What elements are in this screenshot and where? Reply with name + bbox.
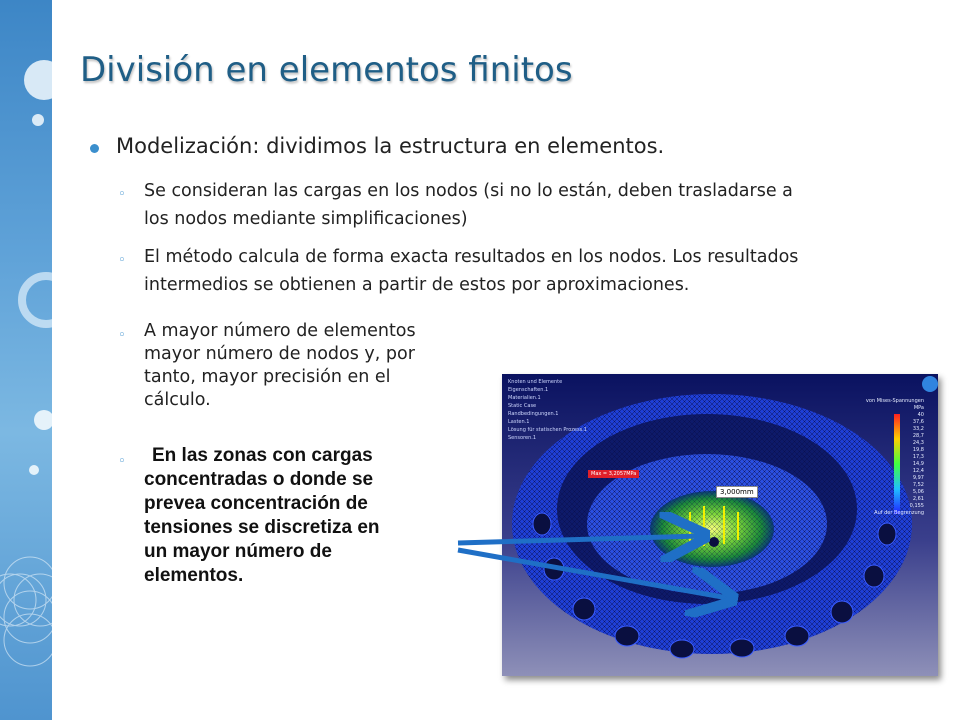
- legend-unit: MPa: [913, 405, 924, 411]
- fem-mesh-render: [502, 374, 938, 676]
- sub-item-line: Se consideran las cargas en los nodos (si no lo están, deben trasladarse a: [144, 181, 793, 201]
- tree-item: Static Case: [508, 403, 537, 409]
- legend-value: 28,7: [912, 433, 924, 439]
- dimension-label: 3,000mm: [716, 486, 758, 498]
- legend-value: 37,6: [912, 419, 924, 425]
- specification-tree: [508, 378, 587, 442]
- main-bullet-text: Modelización: dividimos la estructura en elementos.: [116, 134, 665, 158]
- legend-value: 14,9: [912, 461, 924, 467]
- legend-value: 17,3: [912, 454, 924, 460]
- legend-value: 2,61: [912, 496, 924, 502]
- bullet-dot-icon: [90, 144, 99, 153]
- sub-bullet-ring-icon: ◦: [118, 328, 126, 343]
- sub-item-line: tanto, mayor precisión en el: [144, 367, 391, 387]
- decorative-pattern-icon: [0, 0, 52, 720]
- sub-item-line: cálculo.: [144, 390, 211, 410]
- max-stress-label: Max = 3,2057MPa: [588, 470, 639, 478]
- stress-legend: [866, 398, 924, 517]
- slide-title: División en elementos finitos: [80, 50, 573, 90]
- sub-item-line: A mayor número de elementos: [144, 321, 416, 341]
- sub-bullet-ring-icon: ◦: [118, 253, 126, 268]
- tree-item: Sensoren.1: [508, 435, 537, 441]
- sub-item-line: prevea concentración de: [144, 493, 368, 514]
- sub-item-line: mayor número de nodos y, por: [144, 344, 415, 364]
- legend-value: 19,8: [912, 447, 924, 453]
- legend-title: von Mises-Spannungen: [865, 398, 924, 404]
- sub-item-line: concentradas o donde se: [144, 469, 374, 490]
- legend-value: 33,2: [912, 426, 924, 432]
- tree-item: Lasten.1: [508, 419, 530, 425]
- tree-item: Lösung für statischen Prozess.1: [508, 427, 587, 433]
- sub-item-line: intermedios se obtienen a partir de estos por aproximaciones.: [144, 275, 690, 295]
- legend-value: 0,155: [909, 503, 924, 509]
- tree-item: Randbedingungen.1: [508, 411, 559, 417]
- legend-value: 5,06: [912, 489, 924, 495]
- legend-footer: Auf der Begrenzung: [874, 510, 924, 516]
- legend-value: 24,3: [912, 440, 924, 446]
- tree-item: Knoten und Elemente: [508, 379, 563, 385]
- sub-item-line: El método calcula de forma exacta resultados en los nodos. Los resultados: [144, 247, 799, 267]
- sub-bullet-ring-icon: ◦: [118, 454, 126, 469]
- tree-item: Eigenschaften.1: [508, 387, 549, 393]
- legend-value: 7,52: [912, 482, 924, 488]
- sub-item-line: tensiones se discretiza en: [144, 517, 380, 538]
- sub-item-line: un mayor número de: [144, 541, 332, 562]
- sub-bullet-ring-icon: ◦: [118, 187, 126, 202]
- legend-value: 12,4: [912, 468, 924, 474]
- sub-item-line: elementos.: [144, 565, 244, 586]
- decorative-side-strip: [0, 0, 52, 720]
- tree-item: Materialien.1: [508, 395, 541, 401]
- sub-item-line: los nodos mediante simplificaciones): [144, 209, 468, 229]
- legend-value: 40: [917, 412, 924, 418]
- sub-item-line: En las zonas con cargas: [152, 445, 373, 466]
- legend-value: 9,97: [912, 475, 924, 481]
